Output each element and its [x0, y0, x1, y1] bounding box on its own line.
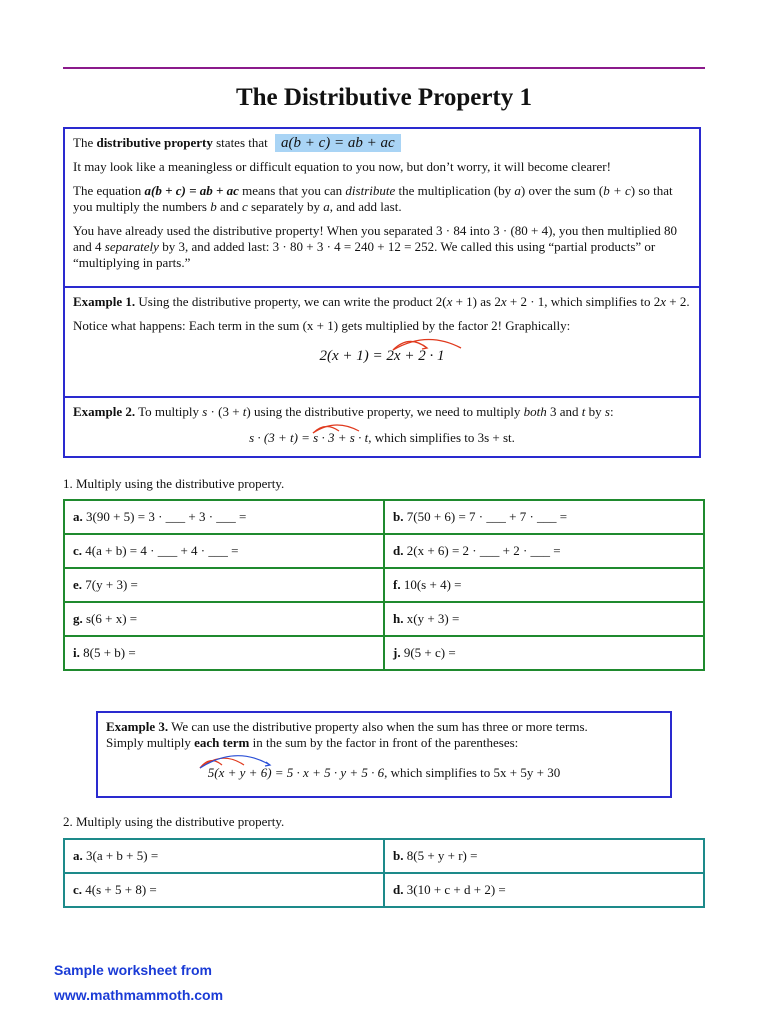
exercise-cell[interactable] [384, 568, 704, 602]
exercise-expression: 7(50 + 6) = 7 · ___ + 7 · ___ = [406, 509, 568, 524]
table-row [64, 534, 704, 568]
question-2-table [63, 838, 705, 908]
exercise-cell[interactable] [64, 568, 384, 602]
example-1-equation: 2(x + 1) = 2x + 2 · 1 [73, 348, 691, 364]
exercise-expression: s(6 + x) = [86, 611, 138, 626]
exercise-cell[interactable] [64, 636, 384, 670]
exercise-expression: 3(90 + 5) = 3 · ___ + 3 · ___ = [86, 509, 247, 524]
table-row [64, 873, 704, 907]
table-row [64, 500, 704, 534]
example-2-equation: s · (3 + t) = s · 3 + s · t, which simplifies to 3s + st. [73, 430, 691, 446]
exercise-cell[interactable] [384, 839, 704, 873]
top-divider [63, 67, 705, 69]
example-2-text: Example 2. To multiply s · (3 + t) using the distributive property, we need to multiply both 3 and t by s: [73, 404, 614, 419]
exercise-letter: a. [73, 848, 83, 863]
exercise-cell[interactable] [64, 873, 384, 907]
distribution-arrows [305, 422, 385, 434]
exercise-expression: 3(10 + c + d + 2) = [406, 882, 506, 897]
exercise-letter: c. [73, 882, 83, 897]
exercise-cell[interactable] [384, 602, 704, 636]
distribution-arrows [192, 753, 282, 769]
exercise-letter: f. [393, 577, 401, 592]
table-row [64, 568, 704, 602]
exercise-cell[interactable] [64, 500, 384, 534]
exercise-expression: 2(x + 6) = 2 · ___ + 2 · ___ = [406, 543, 561, 558]
exercise-letter: d. [393, 882, 404, 897]
exercise-cell[interactable] [384, 636, 704, 670]
exercise-letter: j. [393, 645, 401, 660]
exercise-letter: g. [73, 611, 83, 626]
exercise-letter: e. [73, 577, 83, 592]
example-1-text: Example 1. Using the distributive property, we can write the product 2(x + 1) as 2x + 2 · 1, which simplifies to 2x + 2. [73, 294, 690, 309]
exercise-expression: 10(s + 4) = [403, 577, 462, 592]
page-title: The Distributive Property 1 [235, 84, 533, 111]
example-3-equation: 5(x + y + 6) = 5 · x + 5 · y + 5 · 6, which simplifies to 5x + 5y + 30 [106, 765, 662, 781]
exercise-cell[interactable] [64, 839, 384, 873]
question-1-table [63, 499, 705, 671]
exercise-letter: c. [73, 543, 83, 558]
exercise-cell[interactable] [384, 534, 704, 568]
example-1-box [63, 286, 701, 398]
distribution-arrows [335, 336, 455, 352]
example-3-box [96, 711, 672, 798]
exercise-letter: a. [73, 509, 83, 524]
exercise-expression: 3(a + b + 5) = [86, 848, 159, 863]
table-row [64, 839, 704, 873]
footer-text: Sample worksheet from [54, 962, 212, 978]
intro-paragraph-4: You have already used the distributive property! When you separated 3 · 84 into 3 · (80 + 4), you then multiplied 80 and 4 separately by 3, and added last: 3 · 80 + 3 · 4 = 240 + 12 = 252. We called this using “partial products” or “multiplying in parts.” [73, 223, 678, 270]
table-row [64, 602, 704, 636]
exercise-expression: 8(5 + y + r) = [406, 848, 478, 863]
intro-box [63, 127, 701, 288]
example-2-box [63, 396, 701, 458]
example-3-text: Example 3. We can use the distributive property also when the sum has three or more terms. Simply multiply each term in the sum by the factor in front of the parentheses: [106, 719, 588, 750]
exercise-expression: 7(y + 3) = [85, 577, 138, 592]
formula-highlight: a(b + c) = ab + ac [275, 134, 401, 152]
exercise-cell[interactable] [384, 873, 704, 907]
footer-link[interactable]: www.mathmammoth.com [54, 987, 224, 1003]
question-1-prompt: 1. Multiply using the distributive property. [63, 476, 285, 491]
definition-line: The distributive property states that a(b + c) = ab + ac [73, 135, 691, 151]
intro-paragraph-2: It may look like a meaningless or difficult equation to you now, but don’t worry, it will become clearer! [73, 159, 611, 174]
exercise-cell[interactable] [64, 602, 384, 636]
exercise-expression: 4(a + b) = 4 · ___ + 4 · ___ = [85, 543, 239, 558]
exercise-expression: 9(5 + c) = [403, 645, 456, 660]
exercise-letter: b. [393, 509, 404, 524]
exercise-letter: h. [393, 611, 404, 626]
exercise-cell[interactable] [64, 534, 384, 568]
question-2-prompt: 2. Multiply using the distributive property. [63, 814, 285, 829]
example-1-notice: Notice what happens: Each term in the sum (x + 1) gets multiplied by the factor 2! Graphically: [73, 318, 571, 333]
exercise-expression: 8(5 + b) = [83, 645, 136, 660]
exercise-expression: 4(s + 5 + 8) = [85, 882, 157, 897]
exercise-letter: d. [393, 543, 404, 558]
table-row [64, 636, 704, 670]
exercise-letter: i. [73, 645, 80, 660]
exercise-expression: x(y + 3) = [406, 611, 460, 626]
exercise-cell[interactable] [384, 500, 704, 534]
exercise-letter: b. [393, 848, 404, 863]
intro-paragraph-3: The equation a(b + c) = ab + ac means that you can distribute the multiplication (by a) over the sum (b + c) so that you multiply the numbers b and c separately by a, and add last. [73, 183, 673, 214]
